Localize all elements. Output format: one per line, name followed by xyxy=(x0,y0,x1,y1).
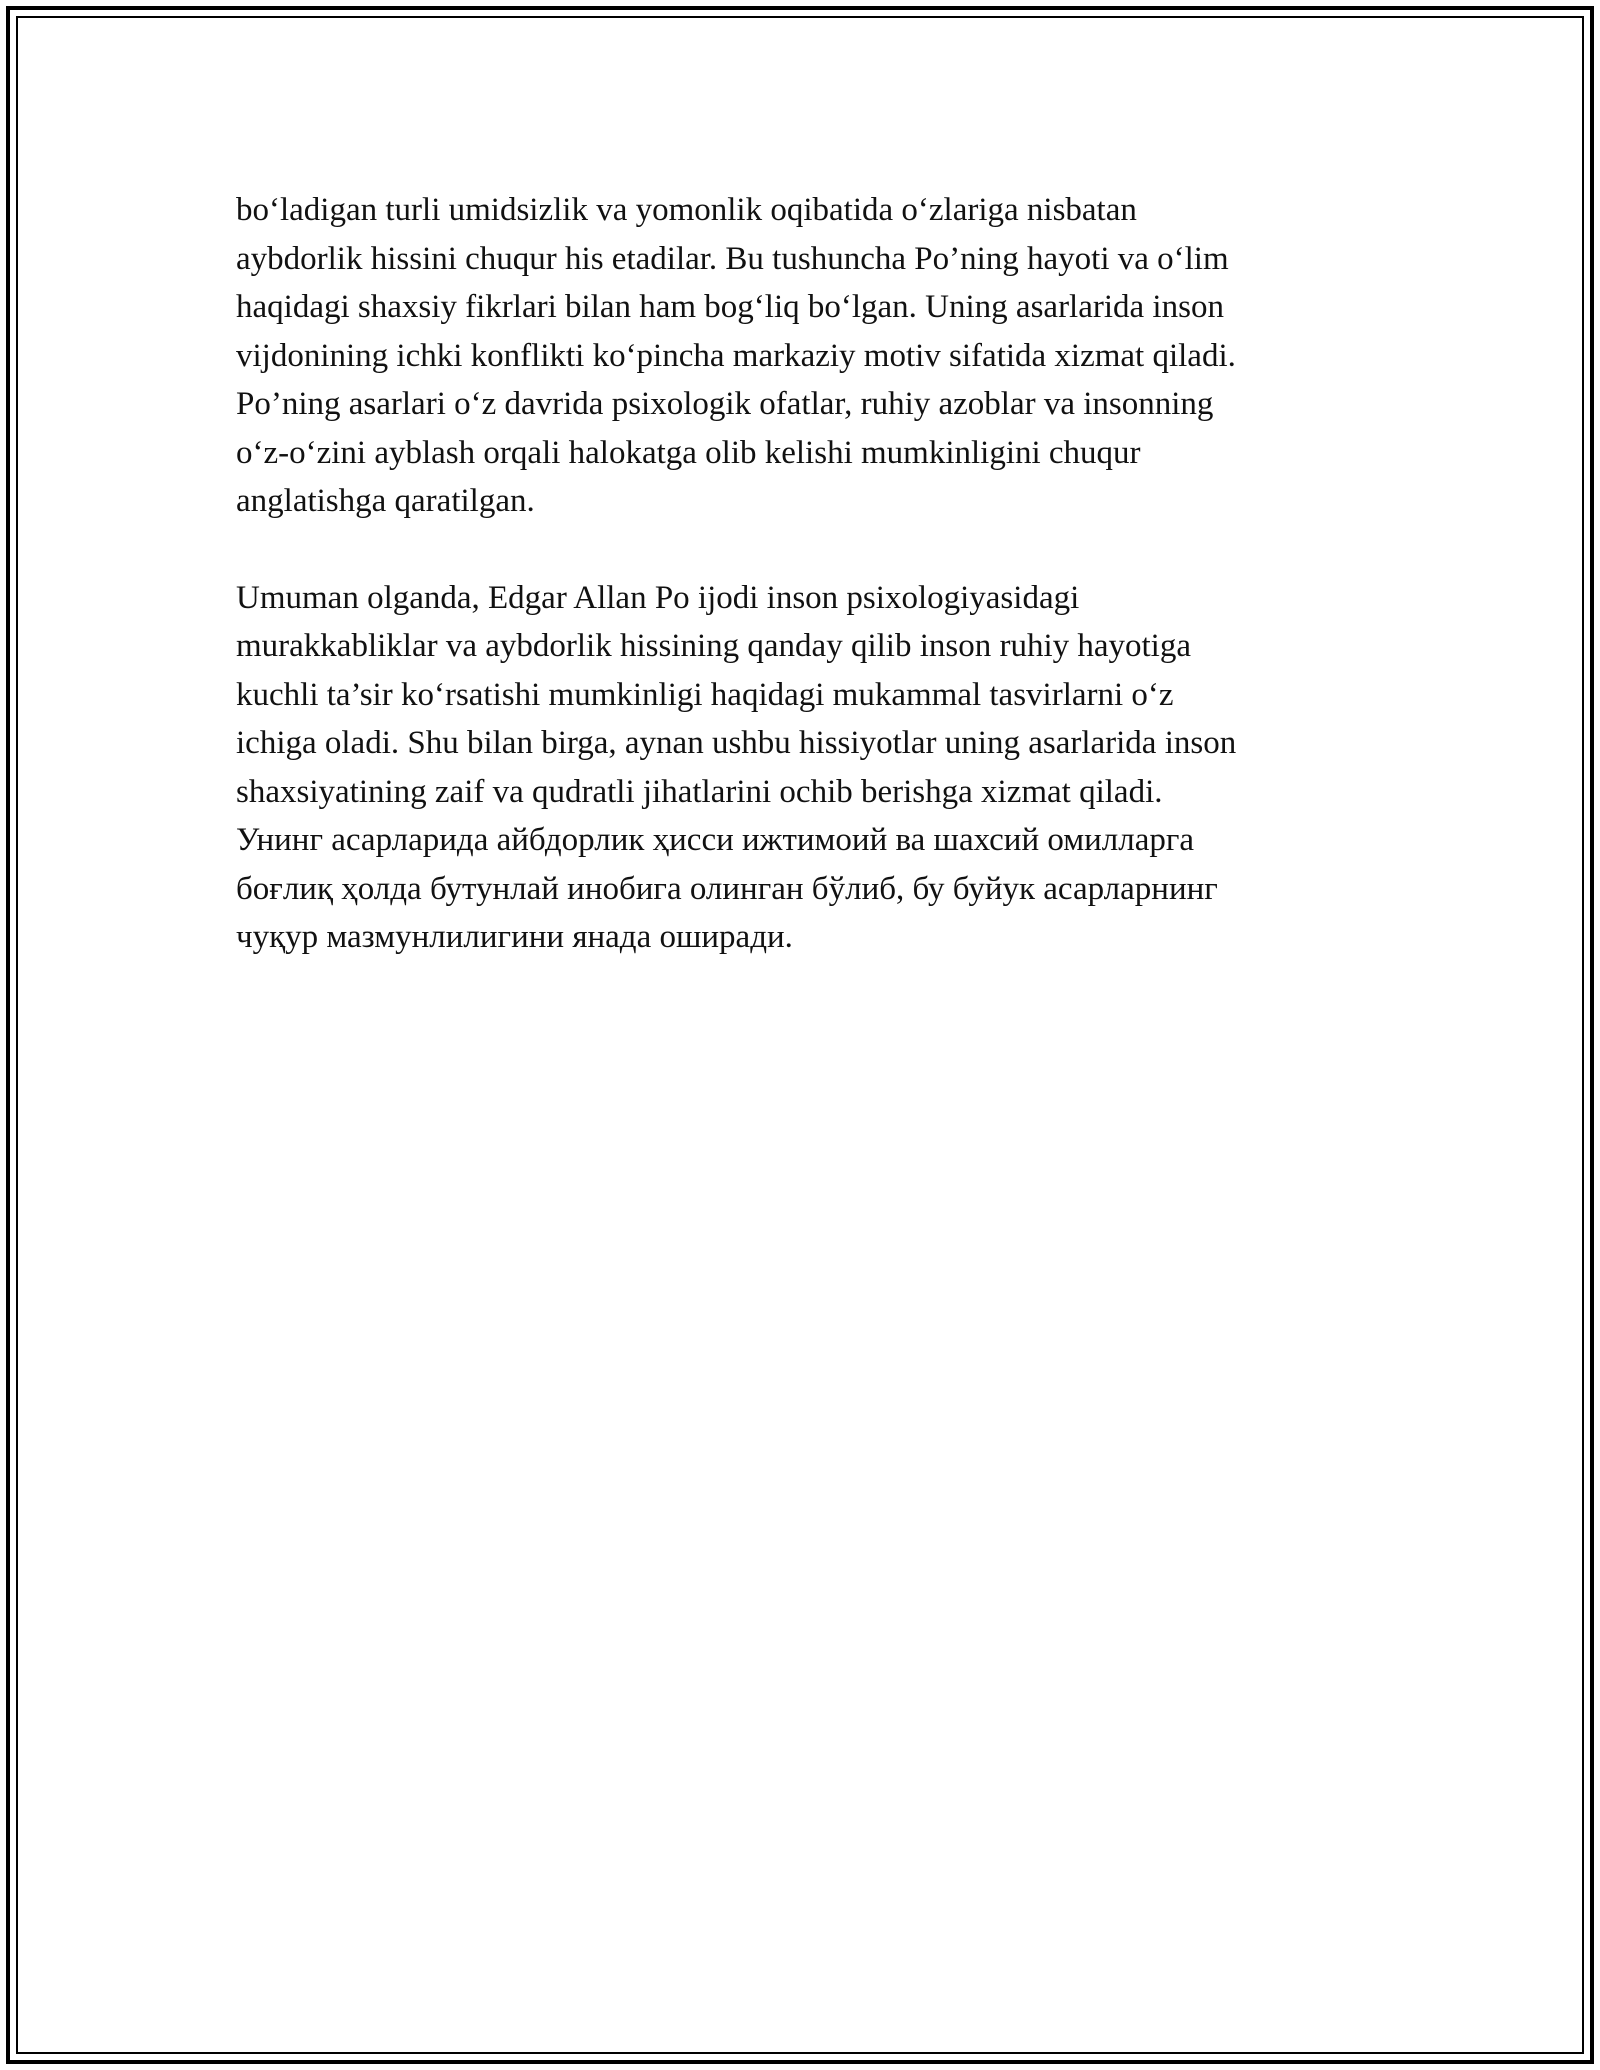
text-line: ichiga oladi. Shu bilan birga, aynan ushbu hissiyotlar uning asarlarida inson xyxy=(236,725,1237,761)
text-line: vijdonining ichki konflikti koʻpincha markaziy motiv sifatida xizmat qiladi. xyxy=(236,337,1236,374)
text-line: boʻladigan turli umidsizlik va yomonlik oqibatida oʻzlariga nisbatan xyxy=(236,192,1137,228)
text-line: oʻz-oʻzini ayblash orqali halokatga olib kelishi mumkinligini chuqur xyxy=(236,434,1141,471)
text-line: shaxsiyatining zaif va qudratli jihatlarini ochib berishga xizmat qiladi. xyxy=(236,773,1163,810)
text-line: боғлиқ ҳолда бутунлай инобига олинган бўлиб, бу буйук асарларнинг xyxy=(236,870,1218,907)
paragraph-2 xyxy=(236,574,1366,962)
text-line: aybdorlik hissini chuqur his etadilar. Bu tushuncha Po’ning hayoti va oʻlim xyxy=(236,240,1229,277)
document-body xyxy=(236,186,1366,962)
text-line: Унинг асарларида айбдорлик ҳисси ижтимоий ва шахсий омилларга xyxy=(236,822,1195,858)
text-line: Po’ning asarlari oʻz davrida psixologik ofatlar, ruhiy azoblar va insonning xyxy=(236,386,1214,422)
text-line: murakkabliklar va aybdorlik hissining qanday qilib inson ruhiy hayotiga xyxy=(236,628,1192,664)
text-line: чуқур мазмунлилигини янада оширади. xyxy=(236,919,793,955)
text-line: Umuman olganda, Edgar Allan Po ijodi inson psixologiyasidagi xyxy=(236,579,1080,616)
paragraph-1 xyxy=(236,186,1366,526)
text-line: anglatishga qaratilgan. xyxy=(236,483,535,519)
text-line: haqidagi shaxsiy fikrlari bilan ham bogʻliq boʻlgan. Uning asarlarida inson xyxy=(236,289,1224,325)
text-line: kuchli ta’sir koʻrsatishi mumkinligi haqidagi mukammal tasvirlarni oʻz xyxy=(236,676,1174,713)
